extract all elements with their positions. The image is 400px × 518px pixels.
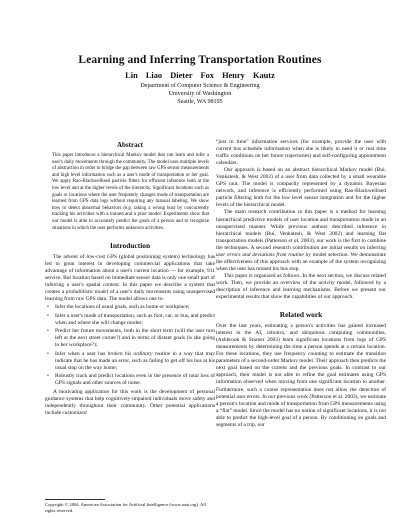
intro-paragraph: The main research contribution in this paper is a method for learning hierarchical predictive models of user location and transportation mode in an unsupervised manner. While previous authors described inference in hierarchical models (Bui, Venkatesh, & West 2002) and learning flat transportation models (Patterson et al. 2003), our work is the first to combine the techniques. A second research contribution are initial results on inferring user errors and deviations from routine by model selection. We demonstrate the effectiveness of this approach with an example of the system recognizing when the user has missed his bus stop.: [216, 209, 387, 272]
list-item: • Infer when a user has broken his ordinary routine in a way that may indicate that he has made an error, such as failing to get off his bus at his usual stop on the way home;: [47, 350, 215, 371]
intro-paragraph: A motivating application for this work is the development of personal guidance systems that help cognitively-impaired individuals move safely and independently throughout their community. Other potential applications include customized: [45, 388, 215, 417]
list-item: • Predict her future movements, both in the short term (will the user turn left at the next street corner?) and in terms of distant goals (is she going to her workplace?);: [47, 328, 215, 349]
intro-paragraph: The advent of low-cost GPS (global positioning system) technology has led to great interest in developing commercial applications that take advantage of information about a user's current location — for example, 911 service. But location based on immediate sensor data is only one small part of inferring a user's spatial context. In this paper we describe a system that creates a probabilistic model of a user's daily movements using unsupervised learning from raw GPS data. The model allows one to:: [45, 254, 216, 303]
footnote-rule: [45, 499, 105, 500]
right-column: [216, 139, 386, 429]
list-item: • Infer a user's mode of transportation, such as foot, car, or bus, and predict when and where she will change modes;: [47, 312, 215, 326]
introduction-heading: Introduction: [109, 241, 151, 251]
copyright-footnote: Copyright © 2004, American Association for Artificial Intelligence (www.aaai.org). All rights reserved.: [45, 502, 206, 513]
list-item: • Infer the locations of usual goals, such as home or workplace;: [47, 304, 190, 311]
related-work-heading: Related work: [279, 310, 323, 320]
author-list: [0, 71, 400, 80]
author-name: Lin Liao: [125, 71, 163, 80]
affiliation-line: Seattle, WA 98195: [177, 99, 223, 106]
abstract-text: This paper introduces a hierarchical Markov model that can learn and infer a user's daily movements through the community. The model uses multiple levels of abstraction in order to bridge the gap between raw GPS sensor measurements and high level information such as a user's mode of transportation or her goal. We apply Rao-Blackwellised particle filters for efficient inference both at the low level and at the higher levels of the hierarchy. Significant locations such as goals or locations where the user frequently changes mode of transportation are learned from GPS data logs without requiring any manual labeling. We show how to detect abnormal behaviors (e.g. taking a wrong bus) by concurrently tracking his activities with a trained and a prior model. Experiments show that our model is able to accurately predict the goals of a person and to recognize situations in which the user performs unknown activities.: [52, 153, 209, 231]
author-name: Dieter Fox: [170, 71, 214, 80]
affiliation: [0, 82, 400, 106]
affiliation-line: Department of Computer Science & Engineering: [140, 83, 260, 89]
paper-title: Learning and Inferring Transportation Routines: [78, 54, 322, 66]
intro-paragraph: This paper is organized as follows. In the next section, we discuss related work. Then, we provide an overview of the activity model, followed by a description of inference and learning mechanisms. Before we present our experimental results that show the capabilities of our approach.: [216, 272, 386, 301]
affiliation-line: University of Washington: [168, 91, 232, 98]
left-column: [45, 141, 215, 417]
list-item: • Robustly track and predict locations even in the presence of total loss of GPS signals and other sources of noise.: [47, 373, 215, 387]
author-name: Henry Kautz: [222, 71, 275, 80]
related-work-paragraph: Over the last years, estimating a person's activities has gained increased interest in the AI, robotics, and ubiquitous computing communities. (Ashbrook & Starner 2003) learn significant locations from logs of GPS measurements by determining the time a person spends at a certain location. For these locations, they use frequency counting to estimate the transition parameters of a second-order Markov model. Their approach then predicts the next goal based on the current and the previous goals. In contrast to our approach, their model is not able to refine the goal estimates using GPS information observed when moving from one significant location to another. Furthermore, such a coarse representation does not allow the detection of potential user errors. In our previous work (Patterson et al. 2003), we estimate a person's location and mode of transportation from GPS measurements using a “flat” model. Since the model has no notion of significant locations, it is not able to predict the high-level goal of a person. By conditioning on goals and segments of a trip, our: [216, 323, 386, 428]
intro-paragraph: “just in time” information services (for example, provide the user with current bus schedule information when she is likely to need it or real time traffic conditions on her future trajectories) and self-configuring appointment calendars.: [216, 139, 386, 167]
capability-list: [45, 304, 215, 387]
intro-paragraph: Our approach is based on an abstract hierarchical Markov model (Bui, Venkatesh, & West 2002) of a user from data collected by a small wearable GPS unit. The model is compactly represented by a dynamic Bayesian network, and inference is efficiently performed using Rao-Blackwellised particle filtering both for the low level sensor integration and for the higher levels of the hierarchical model.: [216, 167, 386, 209]
abstract-heading: Abstract: [116, 141, 144, 149]
